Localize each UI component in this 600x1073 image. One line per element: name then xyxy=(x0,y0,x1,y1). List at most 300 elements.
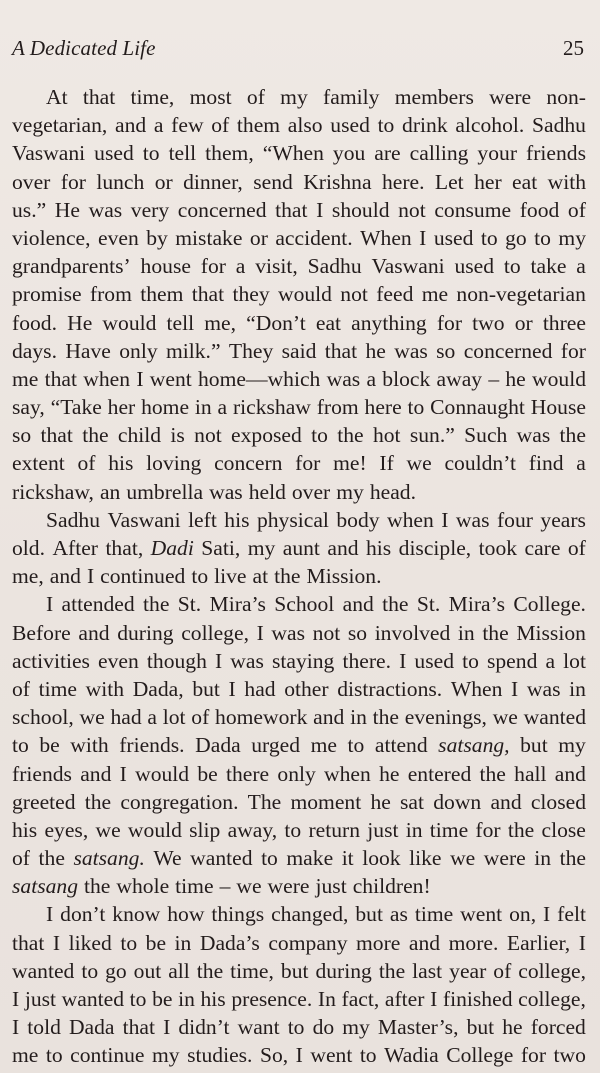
word: to xyxy=(462,648,479,673)
word: members xyxy=(394,85,474,109)
word: an xyxy=(99,479,121,504)
word: years xyxy=(540,507,586,532)
word: during xyxy=(117,620,174,645)
word: I xyxy=(430,987,438,1011)
word: changed, xyxy=(271,902,349,927)
word: care xyxy=(524,536,561,560)
word: block xyxy=(382,366,431,391)
body-text xyxy=(12,83,586,1070)
word: in xyxy=(350,705,367,730)
word: Dadi xyxy=(150,536,194,560)
word: when xyxy=(387,507,434,532)
word: was xyxy=(209,479,243,504)
word: to xyxy=(287,1015,305,1040)
word: me xyxy=(421,282,449,307)
word: or xyxy=(249,225,268,250)
word: college, xyxy=(181,620,249,645)
word: disciple, xyxy=(398,536,472,560)
word: College xyxy=(446,1043,514,1068)
word: couldn’t xyxy=(444,451,517,476)
word: or xyxy=(154,169,173,194)
word: by xyxy=(146,225,168,250)
word: not xyxy=(312,620,341,645)
word: year xyxy=(449,958,487,983)
text-line xyxy=(12,393,586,421)
word: At xyxy=(46,85,68,109)
word: I xyxy=(543,902,551,927)
word: in xyxy=(457,620,475,645)
word: most xyxy=(189,85,232,109)
word: be xyxy=(197,761,218,786)
word: for xyxy=(436,310,463,335)
word: continue xyxy=(70,1043,145,1068)
word: but xyxy=(520,733,548,758)
word: Dada’s xyxy=(199,930,260,955)
word: So, xyxy=(259,1043,289,1068)
word: House xyxy=(530,395,586,420)
word: sun.” xyxy=(409,423,455,448)
word: lot xyxy=(162,705,186,730)
word: for xyxy=(475,817,501,842)
word: I xyxy=(256,620,264,645)
word: friends. xyxy=(119,733,185,758)
word: his xyxy=(12,817,38,842)
word: said xyxy=(281,338,317,363)
word: would xyxy=(277,282,332,307)
word: things xyxy=(211,902,265,927)
word: other xyxy=(284,676,329,701)
word: Dada, xyxy=(132,676,184,701)
word: to xyxy=(191,564,209,589)
word: would xyxy=(532,366,586,391)
word: that xyxy=(191,282,225,307)
word: I xyxy=(316,197,324,222)
word: from xyxy=(316,395,359,420)
word: eat xyxy=(512,169,538,194)
word: but xyxy=(355,902,383,927)
word: we xyxy=(450,846,476,871)
word: of xyxy=(191,705,210,730)
word: “Don’t xyxy=(246,310,306,335)
word: and xyxy=(342,592,374,617)
word: non- xyxy=(546,85,586,109)
text-line xyxy=(12,534,586,562)
word: my xyxy=(342,1015,370,1040)
word: involved xyxy=(374,620,451,645)
word: to xyxy=(503,254,521,279)
word: say, xyxy=(12,395,45,420)
word: the xyxy=(382,592,409,617)
word: to xyxy=(534,225,551,250)
word: attend xyxy=(374,733,428,758)
word: family xyxy=(323,85,380,109)
word: left xyxy=(188,507,217,532)
word: three xyxy=(542,310,586,335)
word: me, xyxy=(204,310,237,335)
word: the xyxy=(143,592,170,617)
word: presence. xyxy=(231,987,313,1011)
word: food. xyxy=(12,310,57,335)
word: wanted xyxy=(61,987,125,1011)
word: wanted xyxy=(523,705,586,730)
word: I xyxy=(12,1015,20,1040)
word: he xyxy=(505,366,526,391)
word: how xyxy=(167,902,205,927)
word: that, xyxy=(105,536,144,560)
word: for xyxy=(520,1043,547,1068)
word: St. xyxy=(177,592,202,617)
word: hall xyxy=(514,761,547,786)
word: to xyxy=(311,423,328,448)
word: When xyxy=(360,225,412,250)
text-line xyxy=(12,1013,586,1041)
word: away, xyxy=(227,817,278,842)
text-line xyxy=(12,703,586,731)
word: congregation. xyxy=(120,789,239,814)
word: used xyxy=(433,225,474,250)
word: we xyxy=(492,705,518,730)
word: Mission xyxy=(516,620,586,645)
word: though xyxy=(146,648,207,673)
word: visit, xyxy=(255,254,298,279)
word: he xyxy=(502,1015,523,1040)
word: tell xyxy=(168,141,197,166)
word: only xyxy=(277,761,316,786)
word: “When xyxy=(262,141,324,166)
word: to xyxy=(81,958,99,983)
word: to xyxy=(120,930,138,955)
word: calling xyxy=(409,141,469,166)
word: find xyxy=(528,451,564,476)
word: homework xyxy=(215,705,308,730)
word: over xyxy=(12,169,51,194)
word: tell xyxy=(166,310,195,335)
word: satsang xyxy=(12,874,78,899)
word: staying xyxy=(271,648,335,673)
word: my xyxy=(152,1043,180,1068)
word: fact, xyxy=(341,987,380,1011)
word: body xyxy=(336,507,380,532)
word: a xyxy=(576,254,586,279)
text-line xyxy=(12,421,586,449)
word: satsang, xyxy=(438,733,510,758)
word: my xyxy=(558,225,586,250)
word: send xyxy=(253,169,293,194)
word: his xyxy=(108,451,134,476)
word: concerned xyxy=(177,197,267,222)
word: St. xyxy=(416,592,441,617)
word: college, xyxy=(518,958,586,983)
word: Wadia xyxy=(384,1043,439,1068)
word: when xyxy=(83,366,131,391)
word: so xyxy=(436,338,456,363)
word: the xyxy=(38,846,65,871)
text-line xyxy=(12,168,586,196)
text-line xyxy=(12,985,586,1013)
word: moment xyxy=(290,789,362,814)
text-line xyxy=(12,506,586,534)
word: make xyxy=(286,846,334,871)
word: take xyxy=(530,254,567,279)
word: I xyxy=(511,676,519,701)
word: me! xyxy=(333,451,367,476)
word: his xyxy=(224,507,250,532)
word: we xyxy=(79,705,105,730)
word: concerned xyxy=(463,338,553,363)
word: I xyxy=(441,507,449,532)
text-line xyxy=(12,562,586,590)
word: Have xyxy=(65,338,111,363)
running-head xyxy=(12,36,584,64)
word: them xyxy=(236,113,281,138)
word: was xyxy=(88,197,123,222)
word: Dada xyxy=(68,1015,115,1040)
word: consume xyxy=(434,197,512,222)
word: to xyxy=(377,113,395,138)
text-line xyxy=(12,788,586,816)
text-line xyxy=(12,929,586,957)
word: rickshaw xyxy=(232,395,311,420)
word: his xyxy=(200,987,226,1011)
word: just xyxy=(367,817,399,842)
word: and xyxy=(554,761,586,786)
text-line xyxy=(12,365,586,393)
word: Mira’s xyxy=(209,592,266,617)
word: and xyxy=(80,761,112,786)
word: I xyxy=(86,564,95,589)
word: had xyxy=(244,676,276,701)
word: the xyxy=(196,958,224,983)
text-line xyxy=(12,619,586,647)
word: time, xyxy=(230,958,274,983)
word: of xyxy=(77,451,96,476)
word: at xyxy=(252,564,269,589)
word: went xyxy=(460,902,503,927)
word: us.” xyxy=(12,197,47,222)
word: was xyxy=(526,676,561,701)
word: to xyxy=(347,733,365,758)
word: milk.” xyxy=(165,338,221,363)
word: we xyxy=(236,874,262,899)
word: me xyxy=(310,733,337,758)
word: Mission. xyxy=(306,564,382,589)
word: Sadhu xyxy=(307,254,362,279)
word: go xyxy=(505,225,527,250)
word: alcohol. xyxy=(455,113,525,138)
word: like xyxy=(409,846,442,871)
word: with xyxy=(547,169,586,194)
word: went xyxy=(310,1043,353,1068)
word: spend xyxy=(486,648,538,673)
word: was xyxy=(394,338,428,363)
word: two xyxy=(472,310,505,335)
text-line xyxy=(12,224,586,252)
word: live xyxy=(214,564,247,589)
text-line xyxy=(12,478,586,506)
word: Mira’s xyxy=(448,592,506,617)
word: whole xyxy=(116,874,170,899)
word: I xyxy=(419,225,427,250)
word: Such xyxy=(464,423,508,448)
word: just xyxy=(315,874,347,899)
word: they xyxy=(232,282,270,307)
word: used xyxy=(454,254,495,279)
word: that xyxy=(12,930,45,955)
word: greeted xyxy=(12,789,76,814)
word: house xyxy=(140,254,191,279)
word: with xyxy=(85,676,125,701)
word: that xyxy=(40,423,73,448)
word: Vaswani xyxy=(107,507,181,532)
word: evenings, xyxy=(404,705,487,730)
word: of xyxy=(493,958,512,983)
word: he xyxy=(379,761,400,786)
word: and xyxy=(313,705,345,730)
word: aunt xyxy=(282,536,320,560)
word: the xyxy=(372,705,400,730)
word: only xyxy=(119,338,158,363)
word: finished xyxy=(442,987,513,1011)
word: that xyxy=(275,197,308,222)
word: be xyxy=(152,987,173,1011)
word: just xyxy=(24,987,57,1011)
word: also xyxy=(287,113,323,138)
word: the xyxy=(559,846,586,871)
word: old. xyxy=(12,536,45,560)
word: should xyxy=(331,197,390,222)
word: and xyxy=(78,620,110,645)
word: were xyxy=(483,846,526,871)
word: her xyxy=(474,169,502,194)
word: Sadhu xyxy=(46,507,100,532)
word: but xyxy=(466,1015,495,1040)
word: there xyxy=(225,761,270,786)
word: were xyxy=(267,874,310,899)
word: friends xyxy=(12,761,72,786)
word: went xyxy=(149,366,192,391)
word: that xyxy=(324,338,358,363)
word: in xyxy=(569,676,586,701)
word: me xyxy=(12,366,39,391)
text-line xyxy=(12,1041,586,1069)
word: eat xyxy=(315,310,342,335)
word: studies. xyxy=(187,1043,253,1068)
word: rickshaw, xyxy=(12,479,94,504)
text-line xyxy=(12,252,586,280)
word: Master’s, xyxy=(377,1015,459,1040)
word: lunch xyxy=(96,169,145,194)
word: on, xyxy=(509,902,537,927)
word: and xyxy=(327,536,359,560)
word: was xyxy=(230,648,264,673)
word: more xyxy=(356,930,401,955)
word: the xyxy=(274,564,301,589)
word: College. xyxy=(513,592,586,617)
word: to xyxy=(480,225,498,250)
word: took xyxy=(478,536,518,560)
word: liked xyxy=(68,930,112,955)
word: Let xyxy=(434,169,464,194)
running-head-title: A Dedicated Life xyxy=(12,36,156,60)
word: my xyxy=(336,479,364,504)
word: he xyxy=(365,338,386,363)
word: dinner, xyxy=(183,169,243,194)
word: me xyxy=(12,1043,39,1068)
word: umbrella xyxy=(126,479,204,504)
word: from xyxy=(89,282,132,307)
word: Krishna xyxy=(303,169,372,194)
word: non-vegetarian xyxy=(456,282,586,307)
word: We xyxy=(153,846,182,871)
word: so xyxy=(12,423,32,448)
word: the xyxy=(82,423,109,448)
word: look xyxy=(362,846,401,871)
word: felt xyxy=(557,902,586,927)
word: go xyxy=(105,958,127,983)
word: my xyxy=(558,733,586,758)
word: do xyxy=(312,1015,335,1040)
word: to xyxy=(261,846,278,871)
word: lot xyxy=(563,648,586,673)
word: me, xyxy=(12,564,44,589)
word: my xyxy=(280,85,308,109)
word: two xyxy=(553,1043,586,1068)
text-line xyxy=(12,337,586,365)
word: a xyxy=(217,395,228,420)
word: with xyxy=(70,733,109,758)
word: didn’t xyxy=(178,1015,230,1040)
text-line xyxy=(12,309,586,337)
word: to xyxy=(359,1043,377,1068)
word: want xyxy=(237,1015,280,1040)
word: them, xyxy=(205,141,254,166)
word: during xyxy=(315,958,372,983)
word: and xyxy=(49,564,81,589)
word: satsang. xyxy=(73,846,145,871)
word: not xyxy=(194,423,222,448)
word: I xyxy=(52,930,61,955)
word: in xyxy=(405,817,423,842)
word: her xyxy=(107,395,136,420)
word: slip xyxy=(189,817,221,842)
word: in xyxy=(194,395,212,420)
word: here xyxy=(364,395,402,420)
word: over xyxy=(291,479,331,504)
word: activities xyxy=(12,648,90,673)
word: time xyxy=(414,902,454,927)
word: days. xyxy=(12,338,57,363)
word: home xyxy=(141,395,190,420)
word: a xyxy=(153,113,164,138)
word: return xyxy=(308,817,361,842)
word: the xyxy=(84,789,112,814)
word: company xyxy=(268,930,348,955)
word: for xyxy=(200,254,226,279)
word: so xyxy=(347,620,368,645)
word: Earlier, xyxy=(506,930,571,955)
text-line xyxy=(12,844,586,872)
word: was xyxy=(455,507,490,532)
text-line xyxy=(12,590,586,618)
text-line xyxy=(12,675,586,703)
word: a xyxy=(545,648,556,673)
word: entered xyxy=(407,761,472,786)
word: feed xyxy=(376,282,414,307)
word: distractions. xyxy=(337,676,443,701)
word: to xyxy=(129,987,147,1011)
word: I xyxy=(119,761,127,786)
word: away xyxy=(436,366,483,391)
